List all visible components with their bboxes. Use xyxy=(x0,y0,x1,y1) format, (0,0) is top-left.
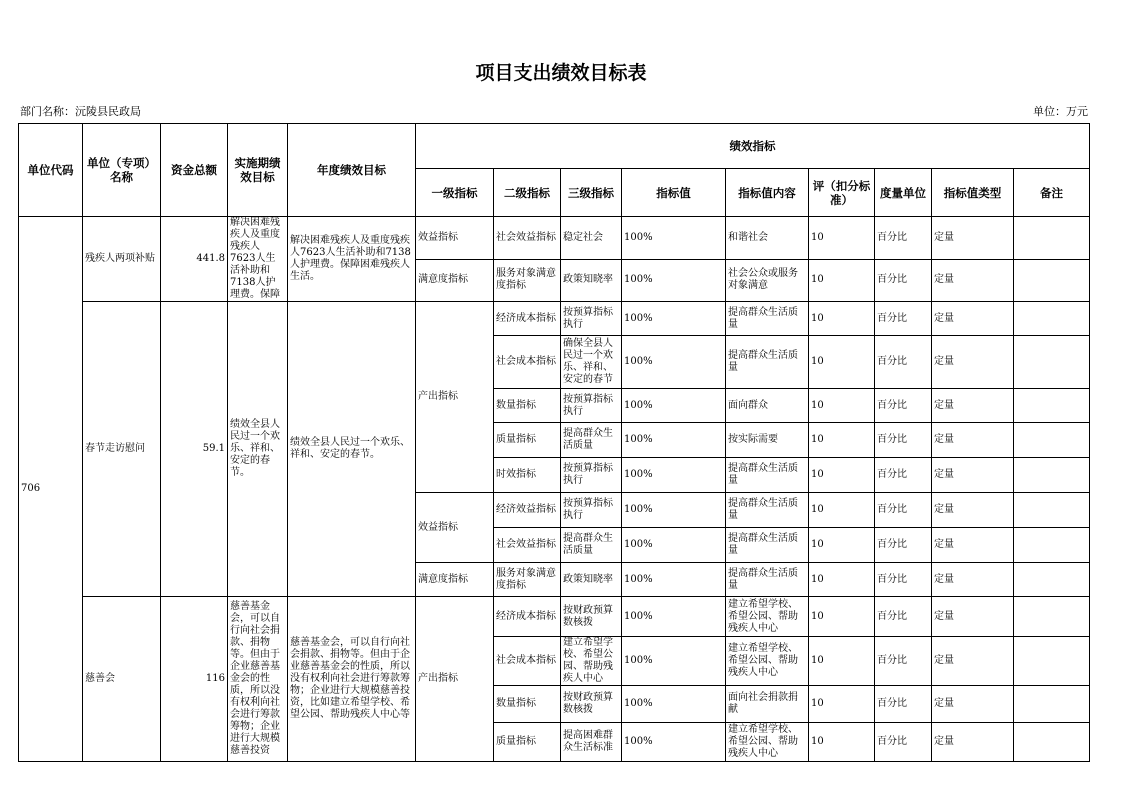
value-type-cell: 定量 xyxy=(932,302,1014,336)
measure-unit-cell: 百分比 xyxy=(875,336,932,389)
level2-cell: 社会成本指标 xyxy=(494,637,561,686)
indicator-value-cell: 100% xyxy=(622,637,726,686)
remark-cell xyxy=(1014,217,1090,260)
level2-cell: 服务对象满意度指标 xyxy=(494,563,561,597)
value-content-cell: 提高群众生活质量 xyxy=(726,302,809,336)
score-cell: 10 xyxy=(809,563,875,597)
score-cell: 10 xyxy=(809,637,875,686)
value-content-cell: 提高群众生活质量 xyxy=(726,458,809,493)
measure-unit-cell: 百分比 xyxy=(875,597,932,637)
header-unit-code: 单位代码 xyxy=(19,124,83,217)
value-content-cell: 提高群众生活质量 xyxy=(726,336,809,389)
header-level2: 二级指标 xyxy=(494,169,561,217)
project-amount-cell: 59.1 xyxy=(161,302,228,597)
indicator-value-cell: 100% xyxy=(622,302,726,336)
project-amount-cell: 441.8 xyxy=(161,217,228,302)
level3-cell: 提高群众生活质量 xyxy=(561,423,622,458)
project-name-cell: 春节走访慰问 xyxy=(83,302,161,597)
header-indicators: 绩效指标 xyxy=(416,124,1090,169)
annual-goal-cell: 绩效全县人民过一个欢乐、祥和、安定的春节。 xyxy=(288,302,416,597)
level1-cell: 效益指标 xyxy=(416,217,494,260)
header-annual-goal: 年度绩效目标 xyxy=(288,124,416,217)
level1-cell: 效益指标 xyxy=(416,493,494,563)
measure-unit-cell: 百分比 xyxy=(875,217,932,260)
level2-cell: 服务对象满意度指标 xyxy=(494,259,561,302)
remark-cell xyxy=(1014,493,1090,528)
value-type-cell: 定量 xyxy=(932,637,1014,686)
level2-cell: 数量指标 xyxy=(494,389,561,423)
value-type-cell: 定量 xyxy=(932,217,1014,260)
indicator-value-cell: 100% xyxy=(622,493,726,528)
level3-cell: 按财政预算数核拨 xyxy=(561,597,622,637)
header-remark: 备注 xyxy=(1014,169,1090,217)
period-goal-cell: 慈善基金会，可以自行向社会捐款、捐物等。但由于企业慈善基金会的性质，所以没有权利向社会进行筹款筹物；企业进行大规模慈善投资 xyxy=(228,597,288,762)
value-type-cell: 定量 xyxy=(932,423,1014,458)
level2-cell: 社会成本指标 xyxy=(494,336,561,389)
level1-cell: 满意度指标 xyxy=(416,259,494,302)
value-type-cell: 定量 xyxy=(932,597,1014,637)
indicator-value-cell: 100% xyxy=(622,528,726,563)
indicator-value-cell: 100% xyxy=(622,723,726,762)
page-title: 项目支出绩效目标表 xyxy=(475,62,647,84)
measure-unit-cell: 百分比 xyxy=(875,493,932,528)
level3-cell: 建立希望学校、希望公园、帮助残疾人中心 xyxy=(561,637,622,686)
measure-unit-cell: 百分比 xyxy=(875,723,932,762)
department-label: 部门名称：沅陵县民政局 xyxy=(20,105,141,118)
header-value: 指标值 xyxy=(622,169,726,217)
value-content-cell: 提高群众生活质量 xyxy=(726,528,809,563)
level2-cell: 经济效益指标 xyxy=(494,493,561,528)
project-name-cell: 慈善会 xyxy=(83,597,161,762)
header-level3: 三级指标 xyxy=(561,169,622,217)
value-content-cell: 面向社会捐款捐献 xyxy=(726,686,809,723)
remark-cell xyxy=(1014,389,1090,423)
score-cell: 10 xyxy=(809,458,875,493)
table-row xyxy=(19,597,1090,637)
level2-cell: 社会效益指标 xyxy=(494,528,561,563)
performance-table xyxy=(18,123,1090,762)
measure-unit-cell: 百分比 xyxy=(875,458,932,493)
level2-cell: 数量指标 xyxy=(494,686,561,723)
remark-cell xyxy=(1014,423,1090,458)
value-content-cell: 社会公众或服务对象满意 xyxy=(726,259,809,302)
value-type-cell: 定量 xyxy=(932,458,1014,493)
indicator-value-cell: 100% xyxy=(622,217,726,260)
project-name-cell: 残疾人两项补贴 xyxy=(83,217,161,302)
unit-label: 单位：万元 xyxy=(1033,105,1088,118)
remark-cell xyxy=(1014,563,1090,597)
measure-unit-cell: 百分比 xyxy=(875,389,932,423)
remark-cell xyxy=(1014,302,1090,336)
header-measure-unit: 度量单位 xyxy=(875,169,932,217)
indicator-value-cell: 100% xyxy=(622,458,726,493)
measure-unit-cell: 百分比 xyxy=(875,423,932,458)
level2-cell: 社会效益指标 xyxy=(494,217,561,260)
level3-cell: 确保全县人民过一个欢乐、祥和、安定的春节 xyxy=(561,336,622,389)
level3-cell: 按预算指标执行 xyxy=(561,458,622,493)
indicator-value-cell: 100% xyxy=(622,563,726,597)
level1-cell: 满意度指标 xyxy=(416,563,494,597)
header-level1: 一级指标 xyxy=(416,169,494,217)
measure-unit-cell: 百分比 xyxy=(875,302,932,336)
remark-cell xyxy=(1014,597,1090,637)
level3-cell: 按预算指标执行 xyxy=(561,302,622,336)
annual-goal-cell: 慈善基金会，可以自行向社会捐款、捐物等。但由于企业慈善基金会的性质，所以没有权利向社会进行筹款筹物；企业进行大规模慈善投资，比如建立希望学校、希望公园、帮助残疾人中心等 xyxy=(288,597,416,762)
indicator-value-cell: 100% xyxy=(622,423,726,458)
remark-cell xyxy=(1014,458,1090,493)
level3-cell: 政策知晓率 xyxy=(561,259,622,302)
level3-cell: 政策知晓率 xyxy=(561,563,622,597)
remark-cell xyxy=(1014,336,1090,389)
score-cell: 10 xyxy=(809,493,875,528)
remark-cell xyxy=(1014,528,1090,563)
level3-cell: 按财政预算数核拨 xyxy=(561,686,622,723)
value-type-cell: 定量 xyxy=(932,493,1014,528)
header-period-goal: 实施期绩效目标 xyxy=(228,124,288,217)
score-cell: 10 xyxy=(809,686,875,723)
level2-cell: 时效指标 xyxy=(494,458,561,493)
value-content-cell: 建立希望学校、希望公园、帮助残疾人中心 xyxy=(726,723,809,762)
value-content-cell: 和谐社会 xyxy=(726,217,809,260)
value-content-cell: 按实际需要 xyxy=(726,423,809,458)
table-row xyxy=(19,217,1090,260)
indicator-value-cell: 100% xyxy=(622,389,726,423)
period-goal-cell: 解决困难残疾人及重度残疾人7623人生活补助和7138人护理费。保障 xyxy=(228,217,288,302)
indicator-value-cell: 100% xyxy=(622,597,726,637)
score-cell: 10 xyxy=(809,259,875,302)
level2-cell: 质量指标 xyxy=(494,723,561,762)
value-type-cell: 定量 xyxy=(932,563,1014,597)
score-cell: 10 xyxy=(809,302,875,336)
header-value-type: 指标值类型 xyxy=(932,169,1014,217)
level3-cell: 提高困难群众生活标准 xyxy=(561,723,622,762)
value-type-cell: 定量 xyxy=(932,686,1014,723)
indicator-value-cell: 100% xyxy=(622,686,726,723)
level3-cell: 按预算指标执行 xyxy=(561,389,622,423)
header-score: 评（扣分标准） xyxy=(809,169,875,217)
score-cell: 10 xyxy=(809,423,875,458)
level2-cell: 经济成本指标 xyxy=(494,302,561,336)
level3-cell: 稳定社会 xyxy=(561,217,622,260)
measure-unit-cell: 百分比 xyxy=(875,686,932,723)
score-cell: 10 xyxy=(809,723,875,762)
remark-cell xyxy=(1014,686,1090,723)
score-cell: 10 xyxy=(809,389,875,423)
level2-cell: 经济成本指标 xyxy=(494,597,561,637)
value-content-cell: 面向群众 xyxy=(726,389,809,423)
value-type-cell: 定量 xyxy=(932,528,1014,563)
level1-cell: 产出指标 xyxy=(416,302,494,493)
score-cell: 10 xyxy=(809,528,875,563)
score-cell: 10 xyxy=(809,336,875,389)
project-amount-cell: 116 xyxy=(161,597,228,762)
level1-cell: 产出指标 xyxy=(416,597,494,762)
level2-cell: 质量指标 xyxy=(494,423,561,458)
value-type-cell: 定量 xyxy=(932,336,1014,389)
value-type-cell: 定量 xyxy=(932,259,1014,302)
measure-unit-cell: 百分比 xyxy=(875,637,932,686)
header-funds: 资金总额 xyxy=(161,124,228,217)
score-cell: 10 xyxy=(809,217,875,260)
indicator-value-cell: 100% xyxy=(622,336,726,389)
remark-cell xyxy=(1014,259,1090,302)
header-unit-name: 单位（专项）名称 xyxy=(83,124,161,217)
indicator-value-cell: 100% xyxy=(622,259,726,302)
measure-unit-cell: 百分比 xyxy=(875,563,932,597)
measure-unit-cell: 百分比 xyxy=(875,259,932,302)
measure-unit-cell: 百分比 xyxy=(875,528,932,563)
table-row xyxy=(19,302,1090,336)
score-cell: 10 xyxy=(809,597,875,637)
unit-code-cell: 706 xyxy=(19,217,83,762)
value-content-cell: 建立希望学校、希望公园、帮助残疾人中心 xyxy=(726,597,809,637)
value-content-cell: 提高群众生活质量 xyxy=(726,563,809,597)
period-goal-cell: 绩效全县人民过一个欢乐、祥和、安定的春节。 xyxy=(228,302,288,597)
value-type-cell: 定量 xyxy=(932,723,1014,762)
remark-cell xyxy=(1014,637,1090,686)
value-type-cell: 定量 xyxy=(932,389,1014,423)
value-content-cell: 提高群众生活质量 xyxy=(726,493,809,528)
header-value-content: 指标值内容 xyxy=(726,169,809,217)
level3-cell: 按预算指标执行 xyxy=(561,493,622,528)
level3-cell: 提高群众生活质量 xyxy=(561,528,622,563)
remark-cell xyxy=(1014,723,1090,762)
annual-goal-cell: 解决困难残疾人及重度残疾人7623人生活补助和7138人护理费。保障困难残疾人生活。 xyxy=(288,217,416,302)
value-content-cell: 建立希望学校、希望公园、帮助残疾人中心 xyxy=(726,637,809,686)
